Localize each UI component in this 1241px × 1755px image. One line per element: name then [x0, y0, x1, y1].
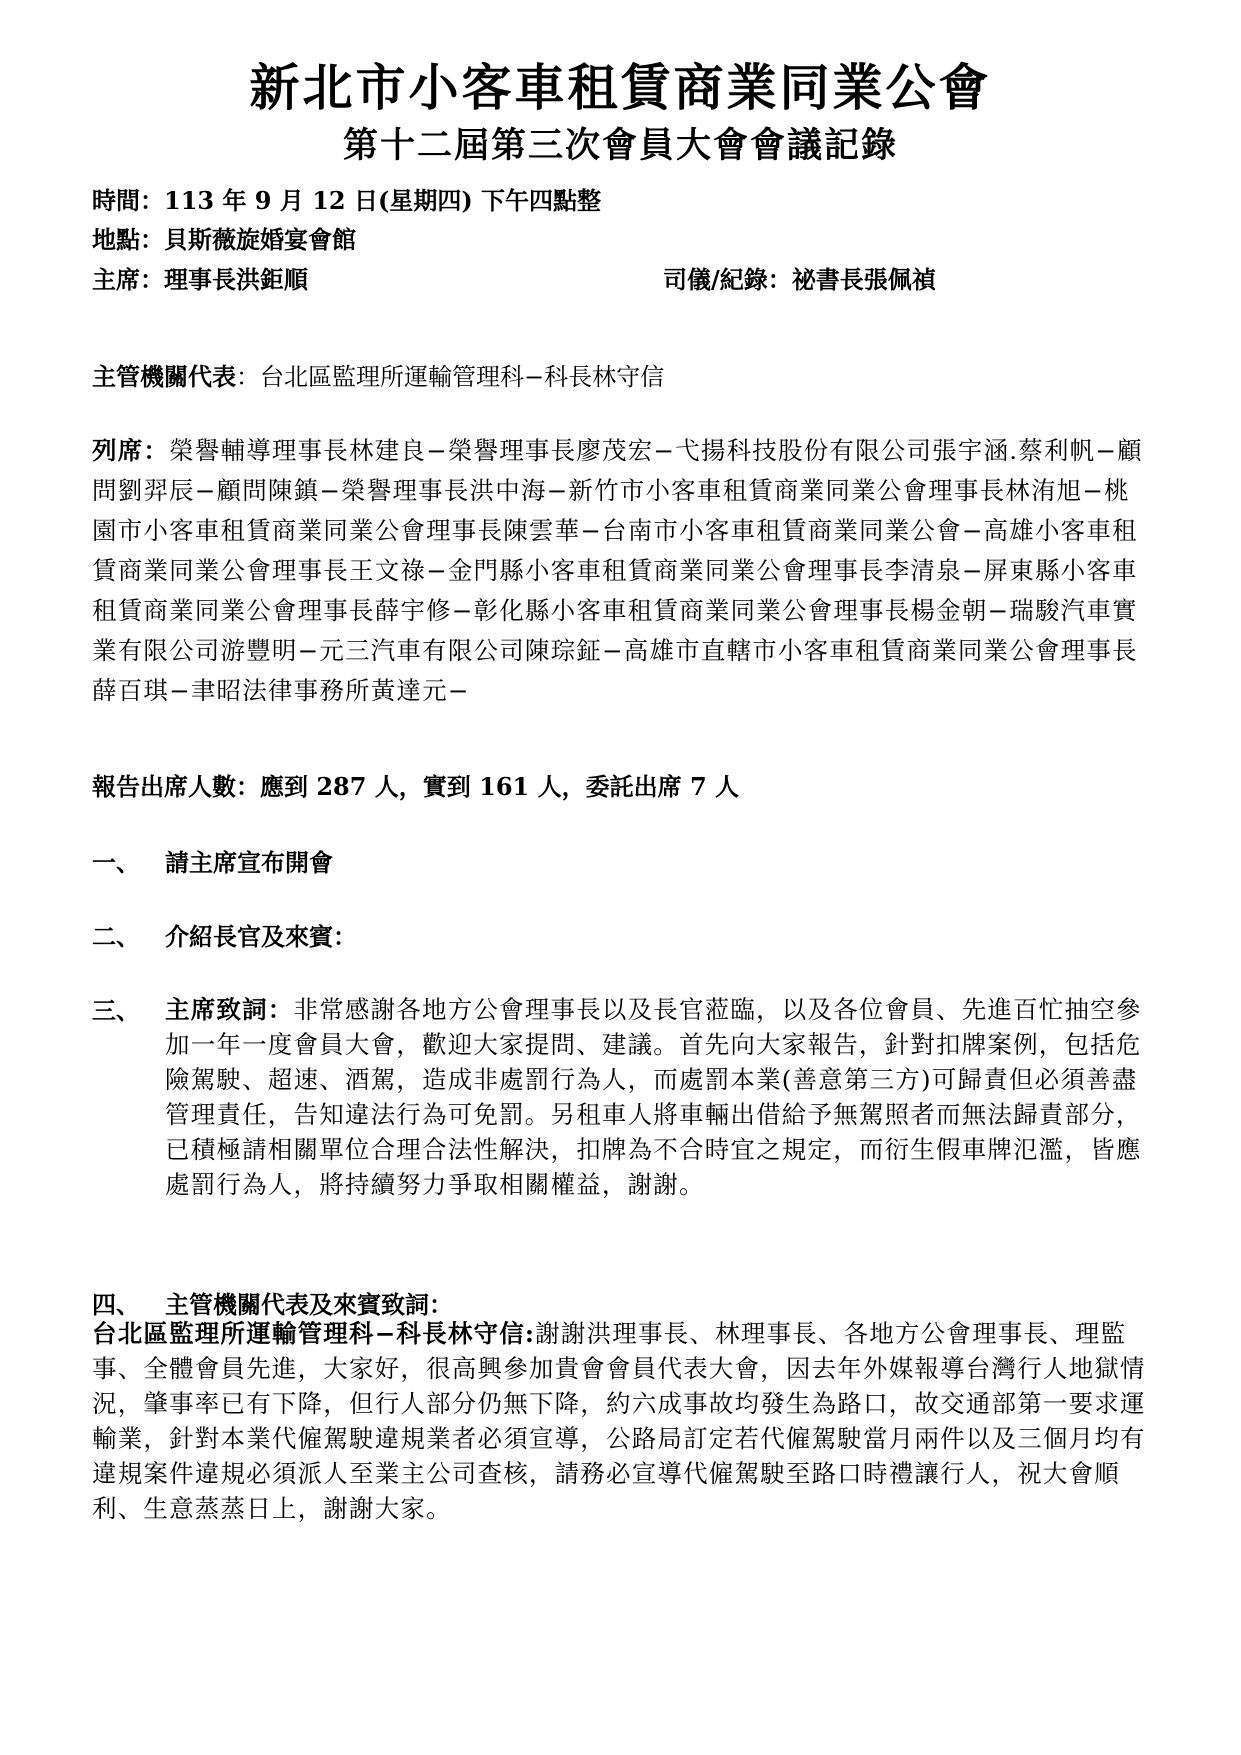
- attendees-text: 榮譽輔導理事長林建良−榮譽理事長廖茂宏−弋揚科技股份有限公司張宇涵.蔡利帆−顧問劉羿辰−顧問陳鎮−榮譽理事長洪中海−新竹市小客車租賃商業同業公會理事長林洧旭−桃園市小客車租賃商業同業公會理事長陳雲華−台南市小客車租賃商業同業公會−高雄小客車租賃商業同業公會理事長王文祿−金門縣小客車租賃商業同業公會理事長李清泉−屏東縣小客車租賃商業同業公會理事長薛宇修−彰化縣小客車租賃商業同業公會理事長楊金朝−瑞駿汽車實業有限公司游豐明−元三汽車有限公司陳琮鉦−高雄市直轄市小客車租賃商業同業公會理事長薛百琪−聿昭法律事務所黃達元−: [92, 436, 1143, 705]
- chair-speech: [165, 992, 1155, 1202]
- speaker-name: 台北區監理所運輸管理科−科長林守信:: [92, 1319, 536, 1348]
- chair-label: 主席：: [92, 265, 164, 294]
- meeting-mc: [663, 265, 936, 295]
- chair-speech-text: 非常感謝各地方公會理事長以及長官蒞臨，以及各位會員、先進百忙抽空參加一年一度會員大會，歡迎大家提問、建議。首先向大家報告，針對扣牌案例，包括危險駕駛、超速、酒駕，造成非處罰行為人，而處罰本業(善意第三方)可歸責但必須善盡管理責任，告知違法行為可免罰。另租車人將車輛出借給予無駕照者而無法歸責部分，已積極請相關單位合理合法性解決，扣牌為不合時宜之規定，而衍生假車牌氾濫，皆應處罰行為人，將持續努力爭取相關權益，謝謝。: [165, 995, 1142, 1199]
- chair-value: 理事長洪鉅順: [164, 265, 308, 294]
- meeting-time: [92, 186, 601, 216]
- section-title: 主管機關代表及來賓致詞：: [165, 1290, 453, 1319]
- document-subtitle: 第十二屆第三次會員大會會議記錄: [342, 125, 898, 166]
- place-label: 地點：: [92, 225, 164, 254]
- authority-label: 主管機關代表: [92, 362, 236, 391]
- section-number: 一、: [92, 848, 140, 877]
- attendance-report: 報告出席人數：應到 287 人，實到 161 人，委託出席 7 人: [92, 772, 740, 801]
- attendees-paragraph: [92, 431, 1152, 711]
- section-title: 請主席宣布開會: [165, 848, 333, 877]
- document-title: 新北市小客車租賃商業同業公會: [249, 58, 992, 117]
- authority-speech-text: 謝謝洪理事長、林理事長、各地方公會理事長、理監事、全體會員先進，大家好，很高興參加貴會會員代表大會，因去年外媒報導台灣行人地獄情況，肇事率已有下降，但行人部分仍無下降，約六成事故均發生為路口，故交通部第一要求運輸業，針對本業代僱駕駛違規業者必須宣導，公路局訂定若代僱駕駛當月兩件以及三個月均有違規案件違規必須派人至業主公司查核，請務必宣導代僱駕駛至路口時禮讓行人，祝大會順利、生意蒸蒸日上，謝謝大家。: [92, 1319, 1146, 1523]
- authority-speech: [92, 1316, 1152, 1526]
- place-value: 貝斯薇旋婚宴會館: [164, 225, 356, 254]
- attendees-label: 列席：: [92, 436, 170, 465]
- section-title: 主席致詞：: [165, 995, 294, 1024]
- section-number: 三、: [92, 996, 140, 1025]
- authority-value: ：台北區監理所運輸管理科−科長林守信: [236, 363, 665, 391]
- mc-label: 司儀/紀錄：: [663, 265, 792, 294]
- mc-value: 祕書長張佩禎: [791, 265, 936, 294]
- time-label: 時間：: [92, 186, 164, 215]
- section-number: 二、: [92, 922, 140, 951]
- section-title: 介紹長官及來賓：: [165, 922, 357, 951]
- meeting-chair: [92, 265, 308, 295]
- section-number: 四、: [92, 1290, 140, 1319]
- authority-representative: [92, 362, 664, 392]
- time-value: 113 年 9 月 12 日(星期四) 下午四點整: [164, 186, 602, 215]
- meeting-place: [92, 225, 356, 255]
